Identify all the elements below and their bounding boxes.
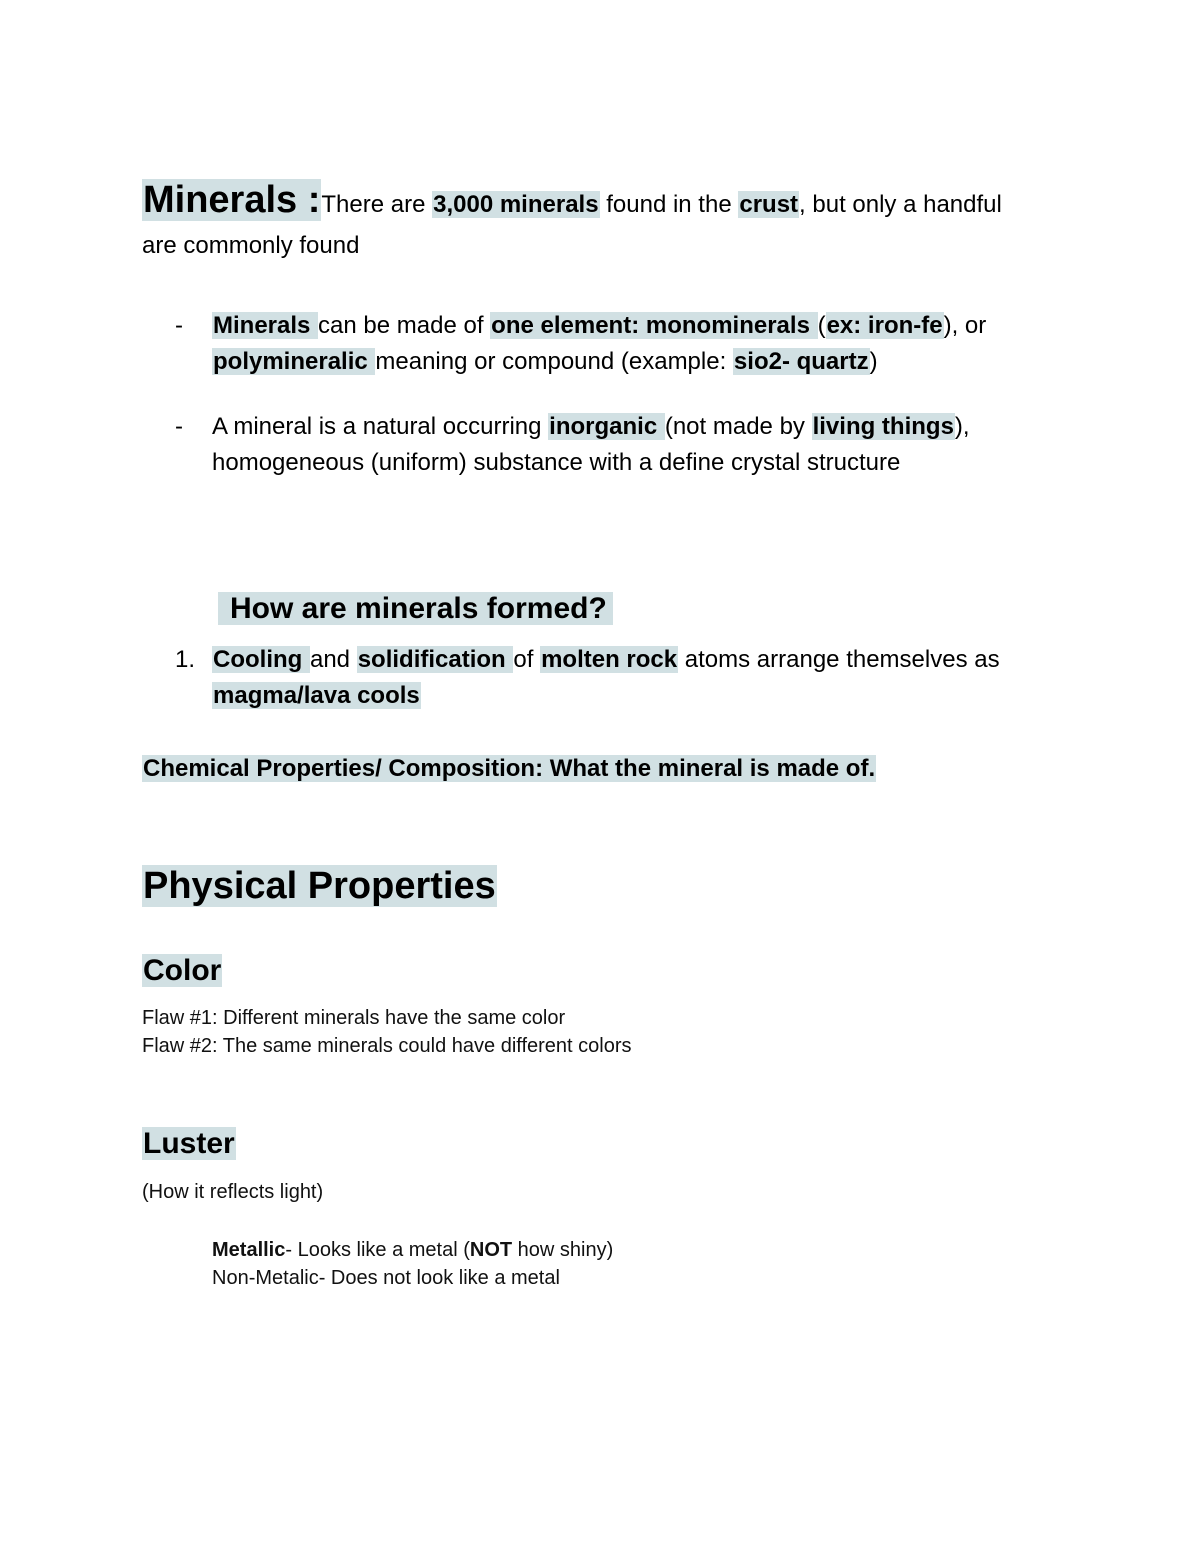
highlight-minerals: Minerals xyxy=(213,312,318,339)
bullet-item xyxy=(142,409,1072,481)
highlight-iron: ex: iron-fe xyxy=(826,312,943,339)
physical-properties-heading xyxy=(142,862,497,910)
intro-paragraph xyxy=(142,180,1042,266)
chemical-properties-line xyxy=(142,752,876,786)
section-subheading xyxy=(218,590,613,628)
heading-text: Color xyxy=(143,954,222,987)
heading-text: Luster xyxy=(143,1127,235,1160)
not-emphasis: NOT xyxy=(469,1239,513,1261)
highlight-cooling: Cooling xyxy=(213,646,309,673)
flaw-2-text: Flaw #2: The same minerals could have different colors xyxy=(142,1035,632,1057)
intro-text: found in the xyxy=(599,191,739,218)
metallic-line xyxy=(212,1236,613,1264)
bullet-text: ), or xyxy=(943,312,987,339)
numbered-item xyxy=(142,642,1072,714)
minerals-title: Minerals : xyxy=(143,179,321,221)
bullet-text: ) xyxy=(869,348,878,375)
color-heading xyxy=(142,952,222,990)
highlight-crust: crust xyxy=(739,191,799,218)
metallic-text: - Looks like a metal ( xyxy=(285,1239,470,1261)
highlight-magma: magma/lava cools xyxy=(213,682,420,709)
bullet-text: ), homogeneous (uniform) substance with a define crystal structure xyxy=(212,413,970,476)
bullet-text: (not made by xyxy=(664,413,812,440)
list-text: and xyxy=(309,646,357,673)
luster-note: (How it reflects light) xyxy=(142,1181,324,1203)
bullet-text: meaning or compound (example: xyxy=(375,348,733,375)
highlight-monominerals: one element: monominerals xyxy=(491,312,817,339)
bullet-text: can be made of xyxy=(318,312,491,339)
list-text: of xyxy=(513,646,541,673)
nonmetallic-line: Non-Metalic- Does not look like a metal xyxy=(212,1267,560,1289)
heading-text: Physical Properties xyxy=(143,865,496,907)
bullet-dash: - xyxy=(175,312,183,339)
highlight-quartz: sio2- quartz xyxy=(733,348,869,375)
highlight-3000-minerals: 3,000 minerals xyxy=(433,191,599,218)
flaw-1-text: Flaw #1: Different minerals have the same color xyxy=(142,1007,566,1029)
bullet-dash: - xyxy=(175,413,183,440)
list-text: atoms arrange themselves as xyxy=(678,646,1000,673)
highlight-molten-rock: molten rock xyxy=(541,646,678,673)
bullet-item xyxy=(142,308,1072,380)
highlight-polymineralic: polymineralic xyxy=(213,348,375,375)
intro-text: , but only a handful are commonly found xyxy=(142,191,1002,259)
highlight-inorganic: inorganic xyxy=(549,413,664,440)
intro-text: There are xyxy=(321,191,433,218)
metallic-text: how shiny) xyxy=(512,1239,614,1261)
bullet-text: A mineral is a natural occurring xyxy=(212,413,549,440)
list-number: 1. xyxy=(175,646,196,673)
metallic-label: Metallic xyxy=(212,1239,286,1261)
bullet-text: ( xyxy=(817,312,826,339)
highlight-solidification: solidification xyxy=(357,646,513,673)
highlight-living-things: living things xyxy=(812,413,954,440)
chemical-properties-text: Chemical Properties/ Composition: What the mineral is made of. xyxy=(143,755,876,782)
subheading-text: How are minerals formed? xyxy=(218,592,613,625)
luster-heading xyxy=(142,1125,236,1163)
